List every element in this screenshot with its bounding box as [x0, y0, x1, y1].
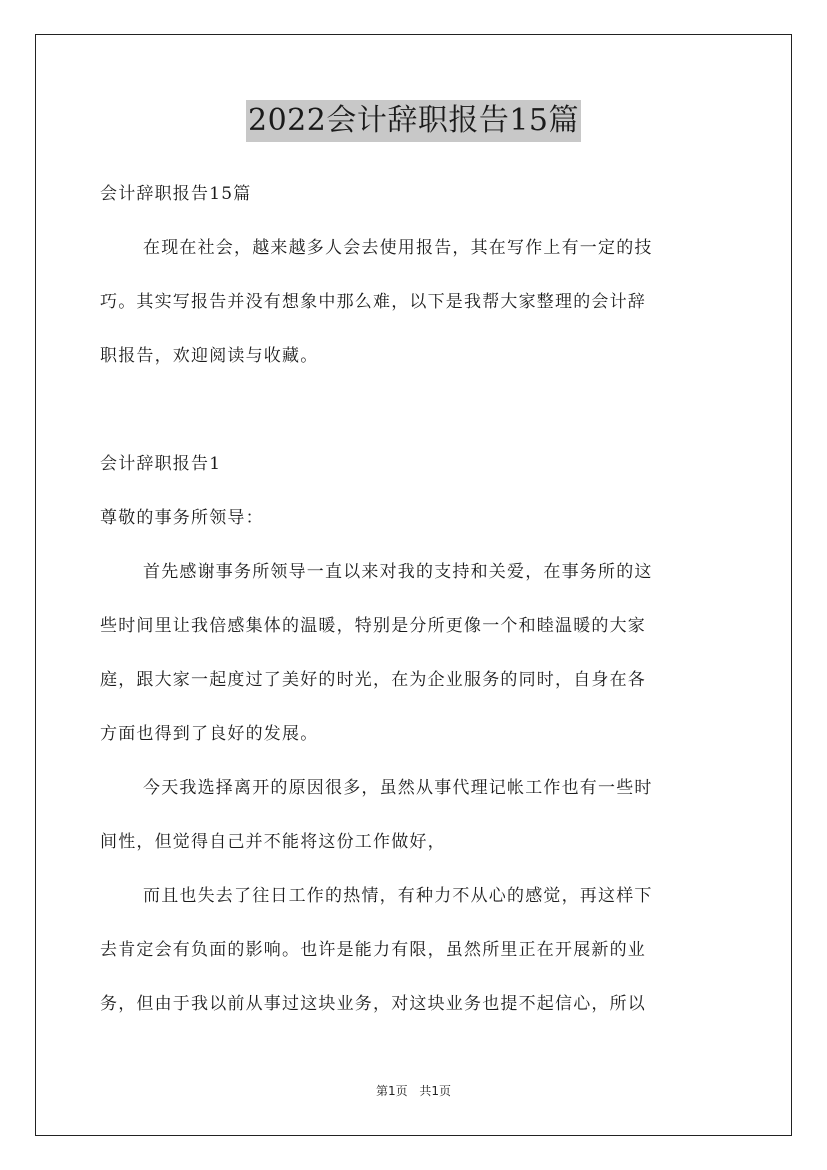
- salutation-line: 尊敬的事务所领导：: [100, 508, 264, 528]
- paragraph-line: 庭，跟大家一起度过了美好的时光，在为企业服务的同时，自身在各: [100, 670, 646, 690]
- document-body: [100, 173, 727, 1037]
- paragraph-line: 间性，但觉得自己并不能将这份工作做好，: [100, 832, 446, 852]
- paragraph-line: 些时间里让我倍感集体的温暖，特别是分所更像一个和睦温暖的大家: [100, 616, 646, 636]
- page-footer: [0, 1082, 827, 1099]
- document-title: 2022会计辞职报告15篇: [246, 100, 581, 142]
- paragraph-line: 而且也失去了往日工作的热情，有种力不从心的感觉，再这样下: [143, 886, 653, 906]
- paragraph-line: 今天我选择离开的原因很多，虽然从事代理记帐工作也有一些时: [143, 778, 653, 798]
- paragraph-line: 务，但由于我以前从事过这块业务，对这块业务也提不起信心，所以: [100, 994, 646, 1014]
- paragraph-line: 在现在社会，越来越多人会去使用报告，其在写作上有一定的技: [143, 238, 653, 258]
- page-number: 第1页: [375, 1084, 408, 1098]
- paragraph-line: 去肯定会有负面的影响。也许是能力有限，虽然所里正在开展新的业: [100, 940, 646, 960]
- title-container: [0, 100, 827, 142]
- paragraph-line: 首先感谢事务所领导一直以来对我的支持和关爱，在事务所的这: [143, 562, 653, 582]
- page-total: 共1页: [419, 1084, 452, 1098]
- blank-line: [100, 389, 727, 443]
- section-heading: 会计辞职报告1: [100, 454, 222, 474]
- paragraph-line: 巧。其实写报告并没有想象中那么难，以下是我帮大家整理的会计辞: [100, 292, 646, 312]
- paragraph-line: 方面也得到了良好的发展。: [100, 724, 319, 744]
- subtitle-line: 会计辞职报告15篇: [100, 184, 252, 204]
- paragraph-line: 职报告，欢迎阅读与收藏。: [100, 346, 319, 366]
